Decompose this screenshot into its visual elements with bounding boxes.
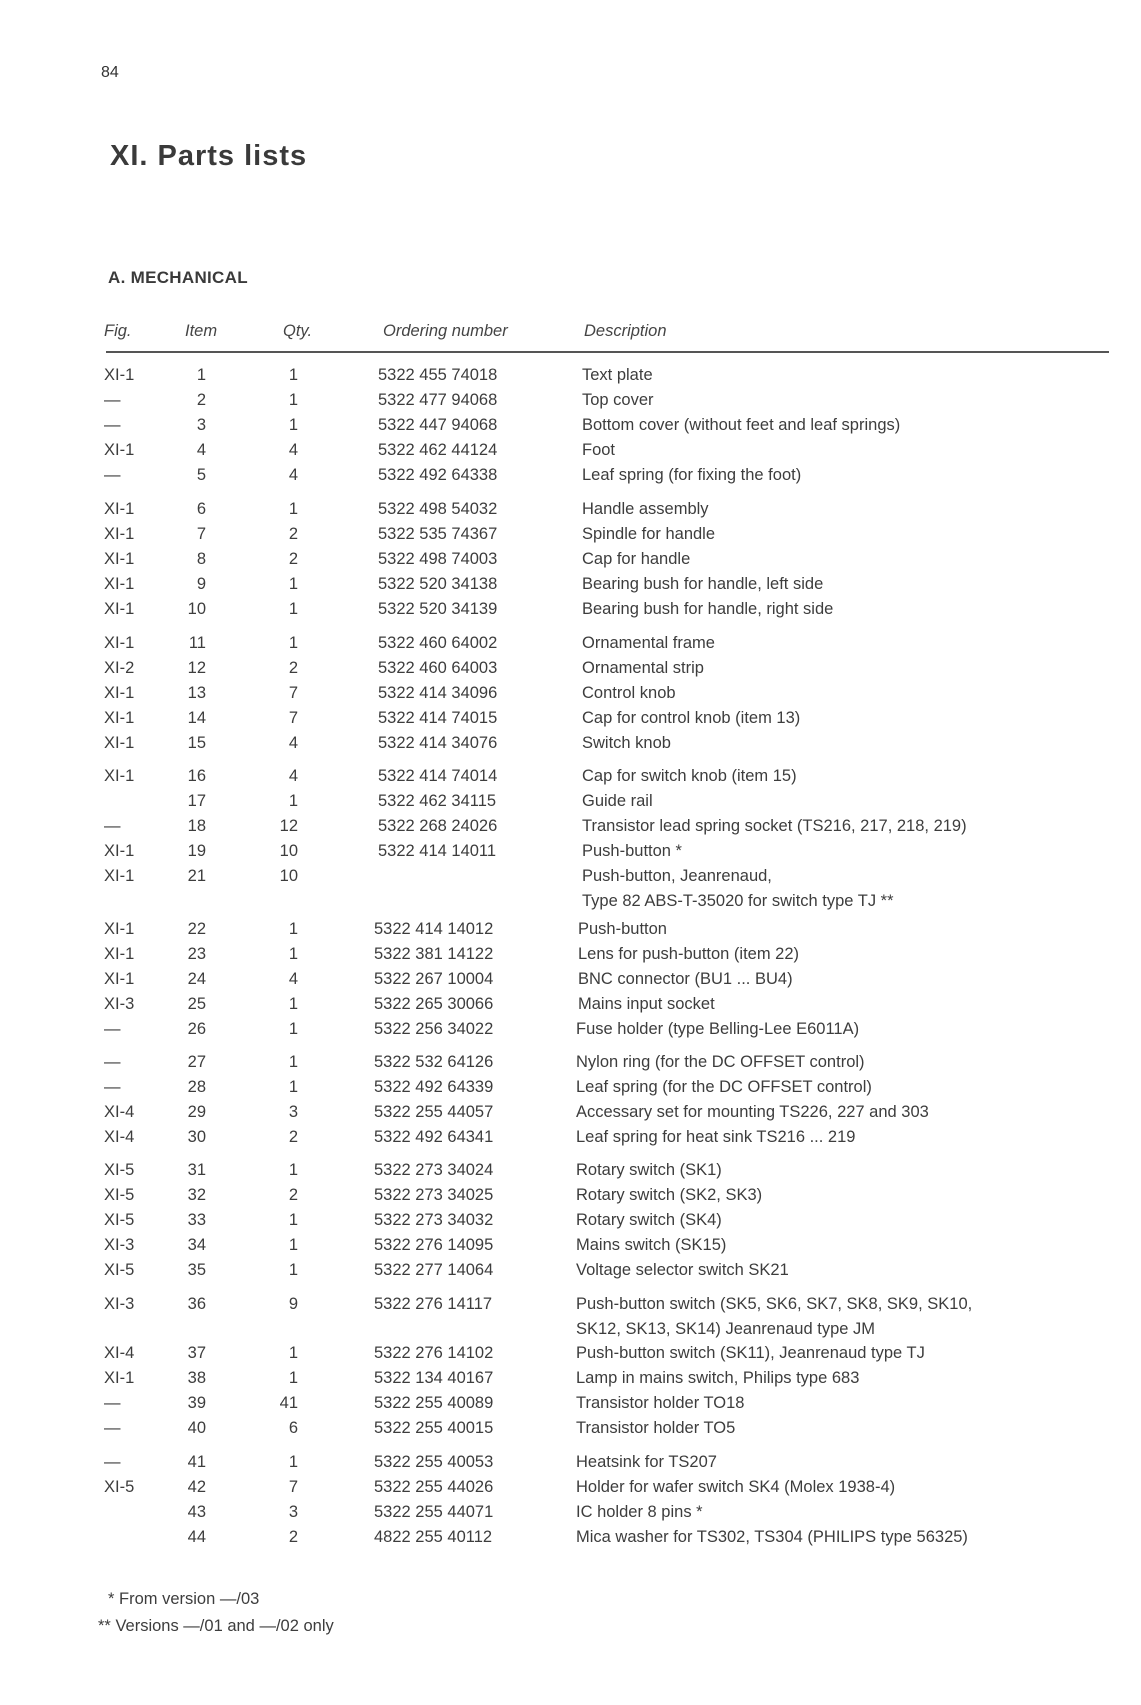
cell-description: Push-button bbox=[578, 920, 667, 938]
cell-qty: 1 bbox=[288, 920, 298, 938]
cell-item: 33 bbox=[187, 1211, 206, 1229]
cell-fig: XI-1 bbox=[104, 634, 135, 652]
cell-ordering-number: 5322 460 64003 bbox=[378, 659, 498, 677]
cell-description: Transistor holder TO18 bbox=[576, 1394, 745, 1412]
cell-fig: — bbox=[104, 391, 121, 409]
cell-ordering-number: 5322 532 64126 bbox=[374, 1053, 494, 1071]
cell-description: Ornamental strip bbox=[582, 659, 704, 677]
cell-description: Transistor holder TO5 bbox=[576, 1419, 736, 1437]
table-row bbox=[0, 917, 1141, 942]
cell-description: Heatsink for TS207 bbox=[576, 1453, 717, 1471]
table-row bbox=[0, 413, 1141, 438]
cell-description-continuation: Type 82 ABS-T-35020 for switch type TJ ** bbox=[582, 892, 894, 910]
cell-item: 21 bbox=[187, 867, 206, 885]
cell-fig: XI-3 bbox=[104, 995, 135, 1013]
cell-ordering-number: 5322 255 44071 bbox=[374, 1503, 494, 1521]
footnote-double-asterisk bbox=[98, 1617, 334, 1636]
table-row bbox=[0, 764, 1141, 789]
cell-fig: XI-5 bbox=[104, 1186, 135, 1204]
cell-item: 39 bbox=[187, 1394, 206, 1412]
table-row bbox=[0, 1017, 1141, 1042]
table-row bbox=[0, 681, 1141, 706]
cell-item: 13 bbox=[187, 684, 206, 702]
cell-description: Rotary switch (SK4) bbox=[576, 1211, 722, 1229]
table-row bbox=[0, 1100, 1141, 1125]
cell-description: Lens for push-button (item 22) bbox=[578, 945, 800, 963]
cell-qty: 1 bbox=[288, 600, 298, 618]
header-rule bbox=[106, 351, 1109, 353]
cell-description: IC holder 8 pins * bbox=[576, 1503, 703, 1521]
cell-description: Fuse holder (type Belling-Lee E6011A) bbox=[576, 1020, 860, 1038]
cell-item: 11 bbox=[188, 634, 206, 652]
chapter-title: XI. Parts lists bbox=[110, 140, 308, 172]
cell-fig: — bbox=[104, 1053, 121, 1071]
cell-qty: 1 bbox=[288, 391, 298, 409]
cell-fig: XI-1 bbox=[104, 945, 135, 963]
cell-qty: 10 bbox=[279, 842, 298, 860]
cell-qty: 1 bbox=[288, 1053, 298, 1071]
cell-description: Mains input socket bbox=[578, 995, 715, 1013]
cell-description: Bearing bush for handle, left side bbox=[582, 575, 824, 593]
cell-description: Mains switch (SK15) bbox=[576, 1236, 727, 1254]
cell-item: 36 bbox=[187, 1295, 206, 1313]
cell-qty: 10 bbox=[279, 867, 298, 885]
cell-description: Handle assembly bbox=[582, 500, 709, 518]
cell-ordering-number: 5322 414 14012 bbox=[374, 920, 494, 938]
cell-fig: XI-5 bbox=[104, 1161, 135, 1179]
cell-fig: — bbox=[104, 1078, 121, 1096]
cell-qty: 3 bbox=[288, 1103, 298, 1121]
cell-qty: 7 bbox=[288, 709, 298, 727]
cell-item: 32 bbox=[187, 1186, 206, 1204]
cell-ordering-number: 5322 255 44026 bbox=[374, 1478, 494, 1496]
cell-item: 40 bbox=[187, 1419, 206, 1437]
cell-qty: 4 bbox=[288, 767, 298, 785]
cell-fig: XI-3 bbox=[104, 1295, 135, 1313]
cell-qty: 1 bbox=[288, 1020, 298, 1038]
cell-item: 31 bbox=[187, 1161, 206, 1179]
cell-description: Nylon ring (for the DC OFFSET control) bbox=[576, 1053, 865, 1071]
cell-fig: — bbox=[104, 416, 121, 434]
cell-fig: XI-1 bbox=[104, 441, 135, 459]
table-header bbox=[0, 322, 1141, 346]
table-row bbox=[0, 1500, 1141, 1525]
cell-item: 4 bbox=[196, 441, 206, 459]
cell-ordering-number: 5322 267 10004 bbox=[374, 970, 494, 988]
cell-qty: 2 bbox=[288, 1186, 298, 1204]
table-row bbox=[0, 706, 1141, 731]
cell-ordering-number: 5322 535 74367 bbox=[378, 525, 498, 543]
cell-description: Push-button * bbox=[582, 842, 682, 860]
cell-qty: 12 bbox=[279, 817, 298, 835]
cell-qty: 1 bbox=[288, 634, 298, 652]
cell-item: 25 bbox=[187, 995, 206, 1013]
cell-description: Push-button, Jeanrenaud, bbox=[582, 867, 772, 885]
cell-item: 38 bbox=[187, 1369, 206, 1387]
cell-description-continuation: SK12, SK13, SK14) Jeanrenaud type JM bbox=[576, 1320, 876, 1338]
cell-qty: 1 bbox=[288, 1369, 298, 1387]
cell-description: Leaf spring for heat sink TS216 ... 219 bbox=[576, 1128, 856, 1146]
cell-qty: 1 bbox=[288, 575, 298, 593]
cell-item: 26 bbox=[187, 1020, 206, 1038]
footnote-mark: * bbox=[108, 1590, 115, 1608]
table-row bbox=[0, 1233, 1141, 1258]
cell-description: Push-button switch (SK5, SK6, SK7, SK8, SK9, SK10, bbox=[576, 1295, 973, 1313]
cell-ordering-number: 5322 273 34024 bbox=[374, 1161, 494, 1179]
cell-ordering-number: 5322 498 74003 bbox=[378, 550, 498, 568]
cell-qty: 4 bbox=[288, 970, 298, 988]
cell-qty: 1 bbox=[288, 1211, 298, 1229]
cell-qty: 1 bbox=[288, 1161, 298, 1179]
table-row bbox=[0, 522, 1141, 547]
cell-item: 28 bbox=[187, 1078, 206, 1096]
cell-description: Text plate bbox=[582, 366, 653, 384]
cell-description: Cap for handle bbox=[582, 550, 691, 568]
table-row bbox=[0, 1525, 1141, 1550]
cell-item: 19 bbox=[187, 842, 206, 860]
table-row bbox=[0, 1475, 1141, 1500]
cell-qty: 1 bbox=[288, 945, 298, 963]
cell-item: 6 bbox=[196, 500, 206, 518]
cell-item: 14 bbox=[187, 709, 206, 727]
table-row bbox=[0, 547, 1141, 572]
cell-fig: XI-1 bbox=[104, 575, 135, 593]
cell-description: Leaf spring (for fixing the foot) bbox=[582, 466, 802, 484]
cell-ordering-number: 5322 277 14064 bbox=[374, 1261, 494, 1279]
table-row bbox=[0, 497, 1141, 522]
cell-item: 1 bbox=[196, 366, 206, 384]
cell-fig: — bbox=[104, 1419, 121, 1437]
cell-item: 7 bbox=[196, 525, 206, 543]
cell-item: 2 bbox=[196, 391, 206, 409]
cell-description: Cap for switch knob (item 15) bbox=[582, 767, 797, 785]
cell-description: Spindle for handle bbox=[582, 525, 716, 543]
cell-description: Lamp in mains switch, Philips type 683 bbox=[576, 1369, 860, 1387]
table-row bbox=[0, 731, 1141, 756]
cell-item: 27 bbox=[187, 1053, 206, 1071]
cell-ordering-number: 5322 414 74015 bbox=[378, 709, 498, 727]
cell-fig: XI-3 bbox=[104, 1236, 135, 1254]
cell-fig: XI-5 bbox=[104, 1261, 135, 1279]
header-qty: Qty. bbox=[283, 322, 313, 340]
cell-ordering-number: 5322 462 44124 bbox=[378, 441, 498, 459]
cell-qty: 4 bbox=[288, 466, 298, 484]
cell-description: Top cover bbox=[582, 391, 654, 409]
header-ordering-number: Ordering number bbox=[383, 322, 508, 340]
cell-qty: 2 bbox=[288, 1128, 298, 1146]
cell-ordering-number: 5322 255 40015 bbox=[374, 1419, 494, 1437]
cell-item: 42 bbox=[187, 1478, 206, 1496]
cell-ordering-number: 5322 414 34096 bbox=[378, 684, 498, 702]
cell-fig: XI-1 bbox=[104, 366, 135, 384]
cell-description: BNC connector (BU1 ... BU4) bbox=[578, 970, 793, 988]
cell-ordering-number: 5322 498 54032 bbox=[378, 500, 498, 518]
table-row bbox=[0, 597, 1141, 622]
cell-ordering-number: 5322 460 64002 bbox=[378, 634, 498, 652]
cell-ordering-number: 5322 520 34138 bbox=[378, 575, 498, 593]
cell-description: Rotary switch (SK1) bbox=[576, 1161, 722, 1179]
cell-qty: 4 bbox=[288, 734, 298, 752]
cell-ordering-number: 5322 276 14095 bbox=[374, 1236, 494, 1254]
cell-ordering-number: 5322 381 14122 bbox=[374, 945, 494, 963]
cell-ordering-number: 5322 492 64338 bbox=[378, 466, 498, 484]
cell-qty: 6 bbox=[288, 1419, 298, 1437]
cell-ordering-number: 5322 255 40053 bbox=[374, 1453, 494, 1471]
cell-qty: 1 bbox=[288, 1453, 298, 1471]
cell-qty: 1 bbox=[288, 1344, 298, 1362]
table-row bbox=[0, 1050, 1141, 1075]
header-fig: Fig. bbox=[104, 322, 132, 340]
cell-item: 22 bbox=[187, 920, 206, 938]
table-row bbox=[0, 1258, 1141, 1283]
cell-description: Bottom cover (without feet and leaf springs) bbox=[582, 416, 901, 434]
cell-qty: 9 bbox=[288, 1295, 298, 1313]
cell-item: 24 bbox=[187, 970, 206, 988]
cell-description: Holder for wafer switch SK4 (Molex 1938-4) bbox=[576, 1478, 896, 1496]
table-row bbox=[0, 1075, 1141, 1100]
cell-description: Foot bbox=[582, 441, 616, 459]
cell-description: Rotary switch (SK2, SK3) bbox=[576, 1186, 763, 1204]
cell-ordering-number: 5322 477 94068 bbox=[378, 391, 498, 409]
cell-item: 34 bbox=[187, 1236, 206, 1254]
table-row bbox=[0, 1292, 1141, 1317]
table-row bbox=[0, 1391, 1141, 1416]
cell-ordering-number: 5322 520 34139 bbox=[378, 600, 498, 618]
cell-fig: XI-1 bbox=[104, 684, 135, 702]
cell-item: 30 bbox=[187, 1128, 206, 1146]
cell-item: 9 bbox=[196, 575, 206, 593]
cell-qty: 1 bbox=[288, 500, 298, 518]
cell-description: Cap for control knob (item 13) bbox=[582, 709, 801, 727]
table-row bbox=[0, 572, 1141, 597]
cell-qty: 41 bbox=[279, 1394, 298, 1412]
cell-item: 16 bbox=[187, 767, 206, 785]
cell-qty: 2 bbox=[288, 525, 298, 543]
cell-item: 18 bbox=[187, 817, 206, 835]
cell-ordering-number: 5322 414 14011 bbox=[378, 842, 497, 860]
cell-ordering-number: 5322 462 34115 bbox=[378, 792, 497, 810]
cell-ordering-number: 5322 273 34025 bbox=[374, 1186, 494, 1204]
cell-fig: — bbox=[104, 1453, 121, 1471]
cell-description: Transistor lead spring socket (TS216, 217, 218, 219) bbox=[582, 817, 967, 835]
cell-ordering-number: 5322 255 44057 bbox=[374, 1103, 494, 1121]
cell-fig: XI-1 bbox=[104, 867, 135, 885]
cell-qty: 4 bbox=[288, 441, 298, 459]
cell-ordering-number: 5322 492 64339 bbox=[374, 1078, 494, 1096]
footnote-text: Versions —/01 and —/02 only bbox=[115, 1617, 334, 1635]
cell-description: Leaf spring (for the DC OFFSET control) bbox=[576, 1078, 872, 1096]
cell-ordering-number: 5322 134 40167 bbox=[374, 1369, 494, 1387]
table-row bbox=[0, 789, 1141, 814]
table-row bbox=[0, 864, 1141, 889]
footnote-text: From version —/03 bbox=[119, 1590, 260, 1608]
cell-fig: XI-4 bbox=[104, 1344, 135, 1362]
page-number: 84 bbox=[101, 64, 119, 81]
cell-ordering-number: 5322 414 34076 bbox=[378, 734, 498, 752]
table-row bbox=[0, 1341, 1141, 1366]
cell-description: Accessary set for mounting TS226, 227 and 303 bbox=[576, 1103, 929, 1121]
cell-item: 5 bbox=[196, 466, 206, 484]
cell-description: Bearing bush for handle, right side bbox=[582, 600, 834, 618]
cell-qty: 7 bbox=[288, 1478, 298, 1496]
cell-fig: XI-5 bbox=[104, 1478, 135, 1496]
cell-item: 3 bbox=[196, 416, 206, 434]
cell-item: 23 bbox=[187, 945, 206, 963]
cell-qty: 1 bbox=[288, 1236, 298, 1254]
cell-ordering-number: 5322 268 24026 bbox=[378, 817, 498, 835]
table-row bbox=[0, 1183, 1141, 1208]
cell-ordering-number: 5322 276 14102 bbox=[374, 1344, 494, 1362]
table-row bbox=[0, 656, 1141, 681]
cell-fig: XI-1 bbox=[104, 600, 135, 618]
cell-qty: 1 bbox=[288, 792, 298, 810]
cell-description: Push-button switch (SK11), Jeanrenaud type TJ bbox=[576, 1344, 925, 1362]
cell-item: 41 bbox=[187, 1453, 206, 1471]
cell-item: 15 bbox=[187, 734, 206, 752]
cell-fig: XI-2 bbox=[104, 659, 135, 677]
cell-qty: 2 bbox=[288, 659, 298, 677]
cell-fig: XI-1 bbox=[104, 550, 135, 568]
cell-description: Voltage selector switch SK21 bbox=[576, 1261, 789, 1279]
cell-ordering-number: 5322 276 14117 bbox=[374, 1295, 493, 1313]
cell-fig: XI-1 bbox=[104, 842, 135, 860]
cell-fig: XI-5 bbox=[104, 1211, 135, 1229]
cell-ordering-number: 5322 414 74014 bbox=[378, 767, 498, 785]
cell-fig: XI-4 bbox=[104, 1128, 135, 1146]
cell-fig: — bbox=[104, 1394, 121, 1412]
table-row bbox=[0, 1208, 1141, 1233]
cell-item: 29 bbox=[187, 1103, 206, 1121]
cell-description: Switch knob bbox=[582, 734, 671, 752]
table-row bbox=[0, 1125, 1141, 1150]
cell-fig: XI-1 bbox=[104, 767, 135, 785]
cell-fig: XI-1 bbox=[104, 734, 135, 752]
cell-item: 35 bbox=[187, 1261, 206, 1279]
footnote-mark: ** bbox=[98, 1617, 111, 1635]
table-row bbox=[0, 942, 1141, 967]
cell-description: Mica washer for TS302, TS304 (PHILIPS type 56325) bbox=[576, 1528, 968, 1546]
cell-item: 12 bbox=[187, 659, 206, 677]
cell-fig: XI-1 bbox=[104, 1369, 135, 1387]
cell-ordering-number: 5322 255 40089 bbox=[374, 1394, 494, 1412]
cell-qty: 1 bbox=[288, 1078, 298, 1096]
cell-ordering-number: 5322 256 34022 bbox=[374, 1020, 494, 1038]
cell-fig: — bbox=[104, 466, 121, 484]
table-row bbox=[0, 388, 1141, 413]
cell-fig: XI-1 bbox=[104, 525, 135, 543]
table-row bbox=[0, 631, 1141, 656]
cell-fig: — bbox=[104, 817, 121, 835]
footnote-single-asterisk bbox=[108, 1590, 259, 1609]
cell-item: 17 bbox=[187, 792, 206, 810]
table-row bbox=[0, 967, 1141, 992]
table-row bbox=[0, 463, 1141, 488]
table-row bbox=[0, 839, 1141, 864]
cell-qty: 1 bbox=[288, 1261, 298, 1279]
cell-item: 10 bbox=[187, 600, 206, 618]
cell-fig: XI-1 bbox=[104, 920, 135, 938]
cell-ordering-number: 5322 265 30066 bbox=[374, 995, 494, 1013]
cell-item: 43 bbox=[187, 1503, 206, 1521]
cell-fig: XI-1 bbox=[104, 500, 135, 518]
table-row bbox=[0, 1158, 1141, 1183]
cell-ordering-number: 4822 255 40112 bbox=[374, 1528, 493, 1546]
cell-description: Control knob bbox=[582, 684, 676, 702]
cell-fig: XI-1 bbox=[104, 970, 135, 988]
cell-description: Guide rail bbox=[582, 792, 653, 810]
cell-fig: XI-1 bbox=[104, 709, 135, 727]
cell-ordering-number: 5322 447 94068 bbox=[378, 416, 498, 434]
section-title: A. MECHANICAL bbox=[108, 268, 248, 287]
table-row bbox=[0, 1450, 1141, 1475]
cell-qty: 2 bbox=[288, 1528, 298, 1546]
table-row bbox=[0, 1416, 1141, 1441]
cell-qty: 1 bbox=[288, 366, 298, 384]
table-row bbox=[0, 438, 1141, 463]
cell-qty: 3 bbox=[288, 1503, 298, 1521]
cell-ordering-number: 5322 492 64341 bbox=[374, 1128, 494, 1146]
cell-ordering-number: 5322 455 74018 bbox=[378, 366, 498, 384]
table-row bbox=[0, 363, 1141, 388]
cell-fig: — bbox=[104, 1020, 121, 1038]
cell-item: 44 bbox=[187, 1528, 206, 1546]
cell-qty: 2 bbox=[288, 550, 298, 568]
cell-qty: 1 bbox=[288, 416, 298, 434]
cell-item: 37 bbox=[187, 1344, 206, 1362]
cell-fig: XI-4 bbox=[104, 1103, 135, 1121]
cell-qty: 7 bbox=[288, 684, 298, 702]
table-row bbox=[0, 992, 1141, 1017]
cell-qty: 1 bbox=[288, 995, 298, 1013]
table-row bbox=[0, 814, 1141, 839]
cell-item: 8 bbox=[196, 550, 206, 568]
table-row bbox=[0, 1366, 1141, 1391]
cell-description: Ornamental frame bbox=[582, 634, 715, 652]
header-item: Item bbox=[185, 322, 218, 340]
cell-ordering-number: 5322 273 34032 bbox=[374, 1211, 494, 1229]
header-description: Description bbox=[584, 322, 667, 340]
